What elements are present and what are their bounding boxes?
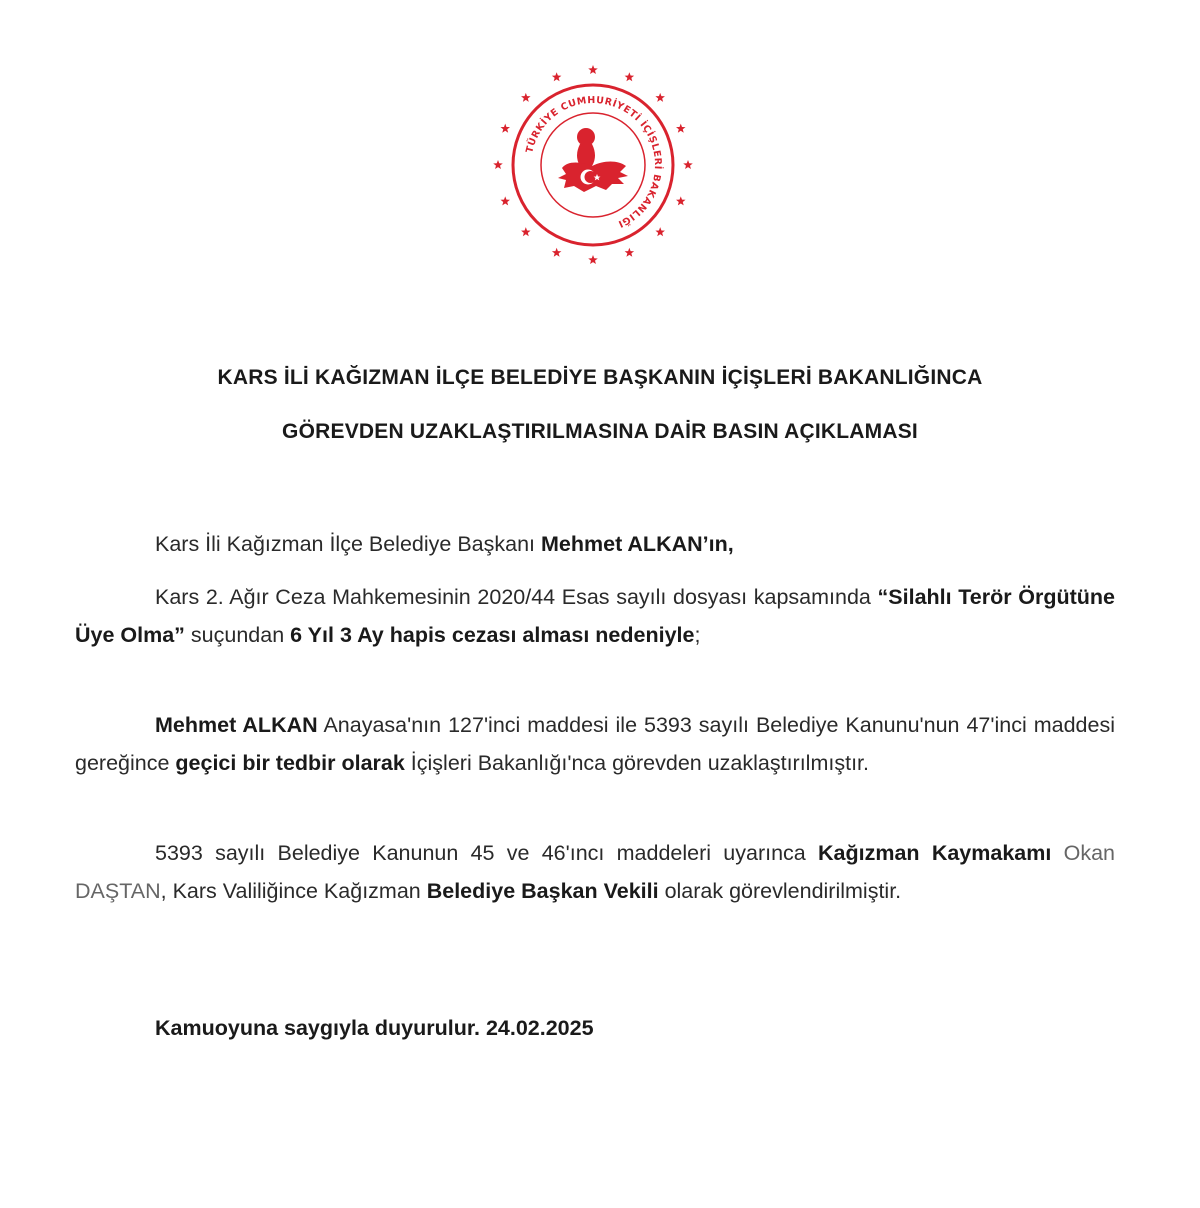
p2-sentence: 6 Yıl 3 Ay hapis cezası alması nedeniyle <box>290 623 695 647</box>
seal-outer-ring <box>513 85 673 245</box>
paragraph-2 <box>75 578 1115 654</box>
p2-text-3: ; <box>694 623 701 647</box>
page-title-line-2: GÖREVDEN UZAKLAŞTIRILMASINA DAİR BASIN AÇIKLAMASI <box>282 420 918 443</box>
p4-text-1: 5393 sayılı Belediye Kanunun 45 ve 46'ıncı maddeleri uyarınca <box>155 841 819 865</box>
seal-graphic <box>488 60 698 270</box>
seal-star-icon <box>676 124 686 133</box>
seal-inner-ring <box>541 113 645 217</box>
seal-star-icon <box>500 124 510 133</box>
page-title-line-1: KARS İLİ KAĞIZMAN İLÇE BELEDİYE BAŞKANIN İÇİŞLERİ BAKANLIĞINCA <box>217 366 983 389</box>
p3-mayor-name: Mehmet ALKAN <box>155 713 318 737</box>
ministry-seal-icon <box>488 60 698 270</box>
p3-text-2: İçişleri Bakanlığı'nca görevden uzaklaştırılmıştır. <box>404 751 869 775</box>
seal-star-icon <box>588 65 598 74</box>
p1-text: Kars İli Kağızman İlçe Belediye Başkanı <box>155 532 541 556</box>
paragraph-4 <box>75 834 1115 910</box>
p2-text-2: suçundan <box>184 623 291 647</box>
seal-star-icon <box>552 248 562 257</box>
seal-text: TÜRKİYE CUMHURİYETİ İÇİŞLERİ BAKANLIĞI <box>524 94 664 230</box>
p3-text-1: Anayasa'nın 127'inci maddesi ile 5393 sayılı Belediye Kanunu'nun 47'inci maddesi gereğince <box>75 713 1115 775</box>
seal-star-icon <box>588 255 598 264</box>
p3-measure: geçici bir tedbir olarak <box>175 751 405 775</box>
seal-star-icon <box>625 248 635 257</box>
seal-star-icon <box>500 196 510 205</box>
seal-star-icon <box>552 72 562 81</box>
seal-star-icon <box>683 160 693 169</box>
p1-mayor-name: Mehmet ALKAN’ın, <box>541 532 734 556</box>
p4-kaymakam-title: Kağızman Kaymakamı <box>818 841 1052 865</box>
seal-star-icon <box>655 93 665 102</box>
seal-star-icon <box>655 227 665 236</box>
p4-acting-mayor: Belediye Başkan Vekili <box>426 879 659 903</box>
closing-statement: Kamuoyuna saygıyla duyurulur. 24.02.2025 <box>155 1016 594 1040</box>
p2-text-1: Kars 2. Ağır Ceza Mahkemesinin 2020/44 Esas sayılı dosyası kapsamında <box>155 585 878 609</box>
p4-text-2: , Kars Valiliğince Kağızman <box>160 879 427 903</box>
paragraph-1 <box>75 525 1115 563</box>
seal-star-icon <box>521 93 531 102</box>
p4-kaymakam-name: Okan DAŞTAN <box>75 841 1115 903</box>
p4-text-3: olarak görevlendirilmiştir. <box>658 879 902 903</box>
seal-star-icon <box>625 72 635 81</box>
seal-star-icon <box>676 196 686 205</box>
paragraph-3 <box>75 706 1115 782</box>
p2-crime-name: “Silahlı Terör Örgütüne Üye Olma” <box>75 585 1116 647</box>
seal-star-icon <box>521 227 531 236</box>
seal-star-icon <box>493 160 503 169</box>
